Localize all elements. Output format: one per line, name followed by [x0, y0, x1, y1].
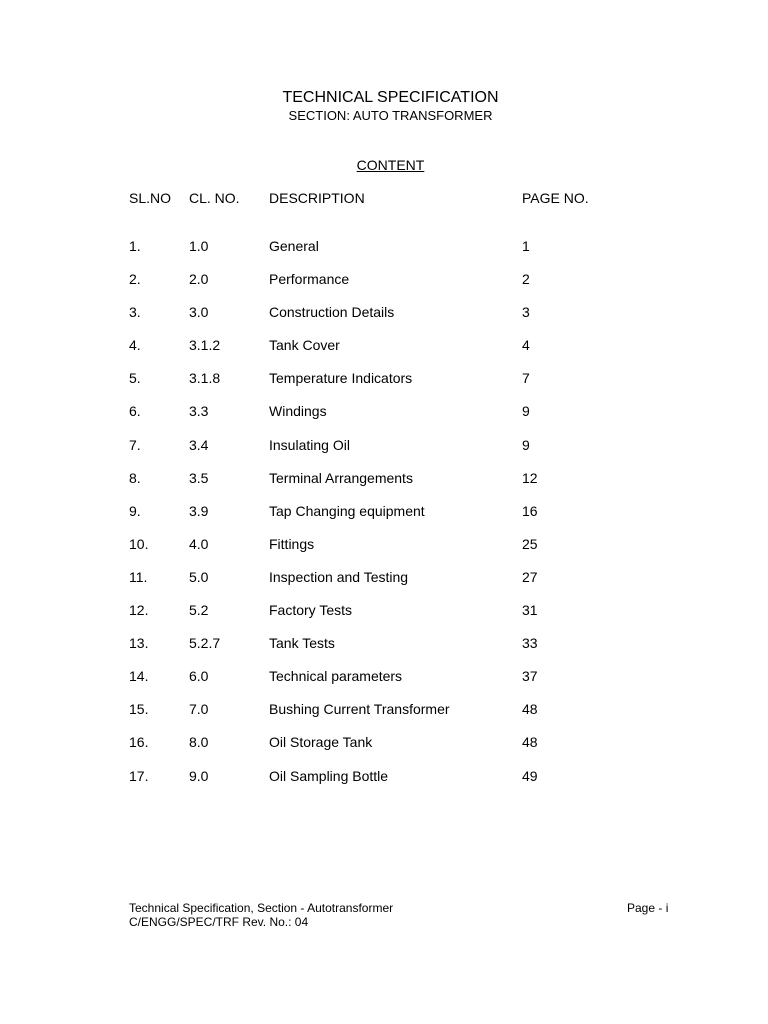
row-sl-no: 14.	[129, 668, 149, 685]
row-clause-no: 4.0	[189, 535, 209, 552]
row-page-no: 25	[522, 535, 538, 552]
document-subtitle: SECTION: AUTO TRANSFORMER	[288, 108, 493, 123]
row-page-no: 9	[522, 403, 530, 420]
row-clause-no: 3.5	[189, 469, 209, 486]
row-description: Temperature Indicators	[269, 370, 413, 387]
row-clause-no: 3.3	[189, 403, 209, 420]
row-clause-no: 3.4	[189, 436, 209, 453]
toc-row	[0, 635, 768, 668]
header-page-no: PAGE NO.	[522, 190, 589, 206]
content-heading	[0, 157, 768, 173]
row-description: Performance	[269, 271, 350, 288]
row-clause-no: 2.0	[189, 271, 209, 288]
row-description: Factory Tests	[269, 602, 352, 619]
toc-row	[0, 668, 768, 701]
row-sl-no: 1.	[129, 238, 141, 254]
footer-doc-reference: C/ENGG/SPEC/TRF Rev. No.: 04	[129, 915, 309, 929]
toc-row	[0, 403, 768, 436]
row-sl-no: 3.	[129, 304, 141, 321]
row-page-no: 33	[522, 635, 538, 652]
row-clause-no: 5.2.7	[189, 635, 221, 652]
row-clause-no: 3.1.8	[189, 370, 221, 387]
row-description: Insulating Oil	[269, 436, 350, 453]
row-clause-no: 1.0	[189, 238, 209, 254]
row-description: Oil Storage Tank	[269, 734, 373, 751]
row-clause-no: 5.0	[189, 568, 209, 585]
row-sl-no: 4.	[129, 337, 141, 354]
content-heading-text: CONTENT	[356, 157, 425, 173]
header-description: DESCRIPTION	[269, 190, 365, 206]
row-description: Construction Details	[269, 304, 395, 321]
footer-page-number: Page - i	[627, 901, 669, 915]
row-sl-no: 15.	[129, 701, 149, 718]
row-page-no: 9	[522, 436, 530, 453]
row-page-no: 2	[522, 271, 530, 288]
row-clause-no: 3.9	[189, 502, 209, 519]
row-description: Terminal Arrangements	[269, 469, 413, 486]
row-sl-no: 10.	[129, 535, 149, 552]
row-sl-no: 2.	[129, 271, 141, 288]
row-clause-no: 7.0	[189, 701, 209, 718]
row-description: Windings	[269, 403, 327, 420]
header-cl-no: CL. NO.	[189, 190, 240, 206]
row-page-no: 37	[522, 668, 538, 685]
toc-row	[0, 337, 768, 370]
row-clause-no: 6.0	[189, 668, 209, 685]
row-sl-no: 12.	[129, 602, 149, 619]
document-title: TECHNICAL SPECIFICATION	[282, 89, 499, 106]
row-clause-no: 3.1.2	[189, 337, 221, 354]
row-sl-no: 9.	[129, 502, 141, 519]
table-header	[0, 189, 768, 207]
row-description: Bushing Current Transformer	[269, 701, 450, 718]
toc-row	[0, 238, 768, 271]
row-sl-no: 17.	[129, 767, 149, 784]
row-description: Fittings	[269, 535, 315, 552]
row-sl-no: 6.	[129, 403, 141, 420]
row-clause-no: 9.0	[189, 767, 209, 784]
footer-document-info	[129, 901, 393, 929]
row-page-no: 4	[522, 337, 530, 354]
toc-row	[0, 734, 768, 767]
row-description: Tap Changing equipment	[269, 502, 425, 519]
row-description: Tank Tests	[269, 635, 335, 652]
row-page-no: 16	[522, 502, 538, 519]
row-description: Tank Cover	[269, 337, 340, 354]
row-description: Oil Sampling Bottle	[269, 767, 389, 784]
toc-row	[0, 602, 768, 635]
toc-row	[0, 437, 768, 470]
row-page-no: 49	[522, 767, 538, 784]
row-page-no: 7	[522, 370, 530, 387]
toc-row	[0, 569, 768, 602]
toc-row	[0, 271, 768, 304]
footer-spec-title: Technical Specification, Section - Autotransformer	[129, 901, 394, 915]
row-description: Technical parameters	[269, 668, 403, 685]
row-page-no: 12	[522, 469, 538, 486]
row-sl-no: 11.	[129, 568, 148, 585]
toc-row	[0, 701, 768, 734]
table-of-contents	[0, 238, 768, 801]
row-sl-no: 13.	[129, 635, 149, 652]
row-sl-no: 7.	[129, 436, 141, 453]
row-description: General	[269, 238, 319, 254]
toc-row	[0, 536, 768, 569]
toc-row	[0, 768, 768, 801]
row-clause-no: 8.0	[189, 734, 209, 751]
row-page-no: 27	[522, 568, 538, 585]
row-sl-no: 8.	[129, 469, 141, 486]
row-page-no: 3	[522, 304, 530, 321]
row-clause-no: 5.2	[189, 602, 209, 619]
row-page-no: 1	[522, 238, 530, 254]
toc-row	[0, 503, 768, 536]
toc-row	[0, 304, 768, 337]
row-sl-no: 5.	[129, 370, 141, 387]
header-sl-no: SL.NO	[129, 190, 172, 206]
row-description: Inspection and Testing	[269, 568, 409, 585]
row-sl-no: 16.	[129, 734, 149, 751]
row-page-no: 48	[522, 701, 538, 718]
row-page-no: 48	[522, 734, 538, 751]
toc-row	[0, 370, 768, 403]
row-clause-no: 3.0	[189, 304, 209, 321]
toc-row	[0, 470, 768, 503]
row-page-no: 31	[522, 602, 538, 619]
